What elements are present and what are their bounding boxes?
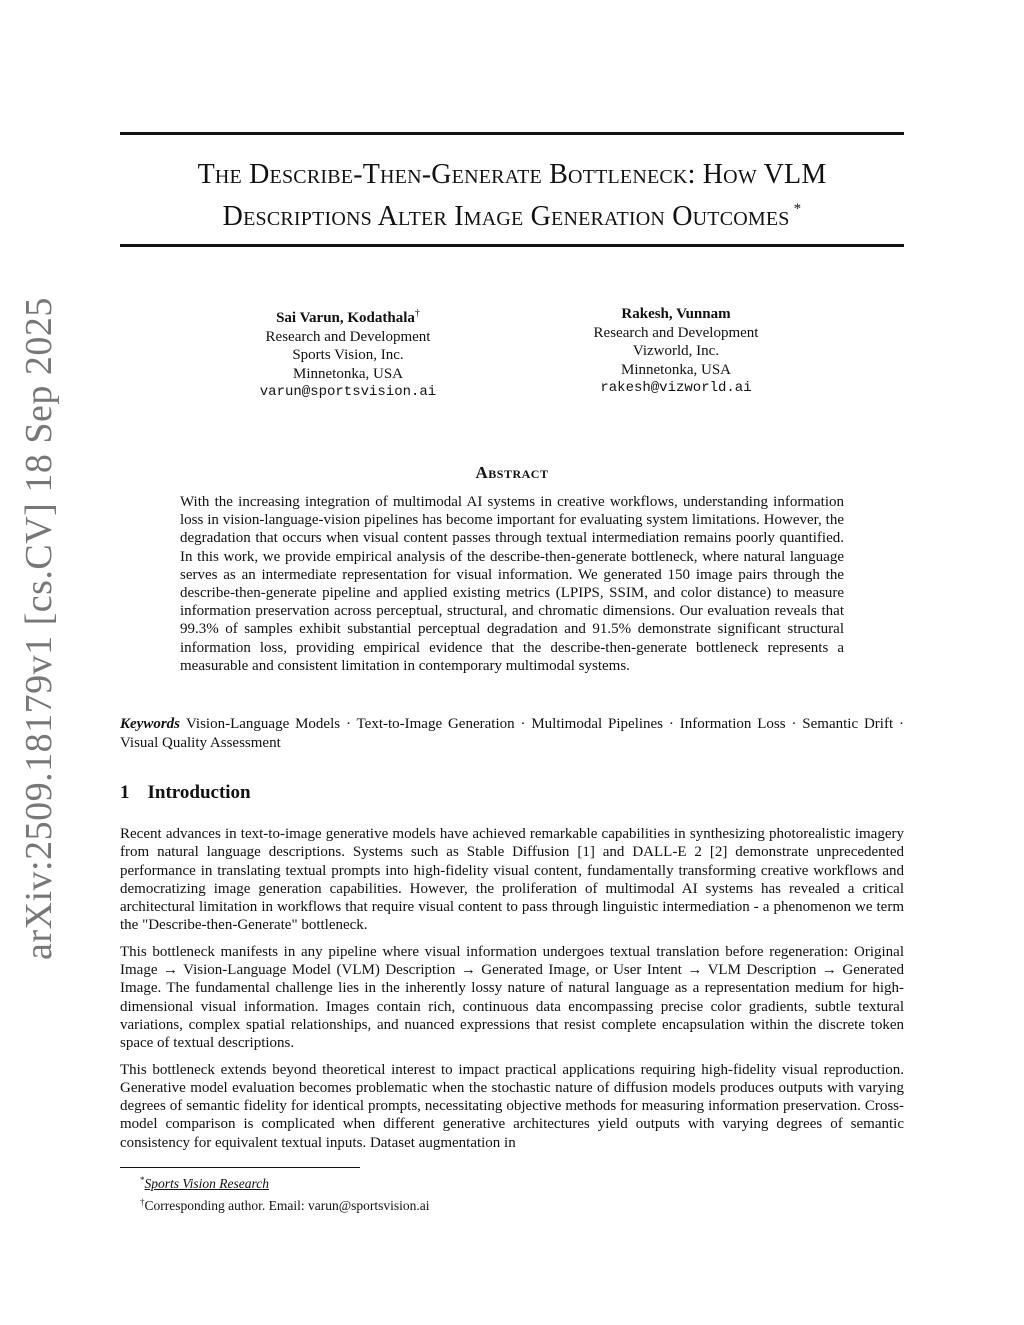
author-name-text: Sai Varun, Kodathala bbox=[276, 310, 415, 326]
author-location: Minnetonka, USA bbox=[293, 365, 403, 382]
title-bottom-rule bbox=[120, 244, 904, 247]
section-body bbox=[120, 825, 904, 1160]
section-title: Introduction bbox=[147, 782, 251, 803]
footnote-1 bbox=[140, 1171, 840, 1193]
author-organization: Sports Vision, Inc. bbox=[292, 347, 404, 363]
author-footnote-marker: † bbox=[414, 308, 420, 319]
footnote-marker: † bbox=[140, 1197, 145, 1207]
footnote-2 bbox=[140, 1193, 840, 1215]
paragraph: Recent advances in text-to-image generative models have achieved remarkable capabilities in synthesizing photorealistic imagery from natural language descriptions. Systems such as Stable Diffusion [1] and DALL-E 2 [2] demonstrate unprecedented performance in translating textual prompts into high-fidelity visual content, fundamentally transforming creative workflows and democratizing image generation capabilities. However, the proliferation of multimodal AI systems has revealed a critical architectural limitation in workflows that require visual content to pass through linguistic intermediation - a phenomenon we term the "Describe-then-Generate" bottleneck. bbox=[120, 826, 904, 934]
keywords bbox=[120, 715, 904, 753]
paper-title bbox=[120, 158, 904, 234]
section-heading bbox=[120, 782, 251, 804]
footnote-text: Corresponding author. Email: varun@sportsvision.ai bbox=[144, 1198, 430, 1213]
abstract-text: With the increasing integration of multimodal AI systems in creative workflows, understanding information loss in vision-language-vision pipelines has become important for evaluating system limitations. However, the degradation that occurs when visual content passes through textual intermediation remains poorly quantified. In this work, we provide empirical analysis of the describe-then-generate bottleneck, where natural language serves as an intermediate representation for visual information. We generated 150 image pairs through the describe-then-generate pipeline and applied existing metrics (LPIPS, SSIM, and color distance) to measure information preservation across perceptual, structural, and chromatic dimensions. Our evaluation reveals that 99.3% of samples exhibit substantial perceptual degradation and 91.5% demonstrate significant structural information loss, providing empirical evidence that the describe-then-generate bottleneck represents a measurable and consistent limitation in contemporary multimodal systems. bbox=[180, 494, 844, 674]
keywords-text: Vision-Language Models · Text-to-Image Generation · Multimodal Pipelines · Information Loss · Semantic Drift · Visual Quality Assessment bbox=[120, 716, 904, 751]
title-line-1: The Describe-Then-Generate Bottleneck: How VLM bbox=[197, 159, 827, 190]
author-name bbox=[526, 305, 826, 324]
author-department: Research and Development bbox=[593, 324, 759, 341]
paragraph: This bottleneck extends beyond theoretical interest to impact practical applications requiring high-fidelity visual reproduction. Generative model evaluation becomes problematic when the stochastic nature of diffusion models produces outputs with varying degrees of semantic fidelity for identical prompts, necessitating objective methods for measuring information preservation. Cross-model comparison is complicated when different generative architectures yield outputs with varying degrees of semantic consistency for equivalent textual inputs. Dataset augmentation in bbox=[120, 1061, 904, 1151]
title-footnote-marker: * bbox=[793, 201, 802, 217]
author-email: varun@sportsvision.ai bbox=[259, 384, 437, 400]
footnote-rule bbox=[120, 1167, 360, 1168]
author-organization: Vizworld, Inc. bbox=[632, 343, 720, 359]
title-line-2 bbox=[120, 192, 904, 234]
footnote-marker: * bbox=[140, 1175, 145, 1185]
arxiv-identifier: arXiv:2509.18179v1 [cs.CV] 18 Sep 2025 bbox=[18, 297, 60, 960]
abstract-heading: Abstract bbox=[475, 463, 549, 482]
author-block-2 bbox=[526, 305, 826, 398]
author-block-1 bbox=[198, 305, 498, 402]
keywords-label: Keywords bbox=[120, 716, 180, 732]
author-name-text: Rakesh, Vunnam bbox=[621, 306, 731, 322]
paragraph: This bottleneck manifests in any pipeline where visual information undergoes textual translation before regeneration: Original Image → Vision-Language Model (VLM) Description → Generated Image, or User Intent → VLM Description → Generated Image. The fundamental challenge lies in the inherently lossy nature of natural language as a representation medium for high-dimensional visual information. Images contain rich, continuous data encompassing precise color gradients, subtle textural variations, complex spatial relationships, and nuanced expressions that resist complete encapsulation within the discrete token space of textual descriptions. bbox=[120, 943, 904, 1052]
author-location: Minnetonka, USA bbox=[621, 361, 731, 378]
title-line-2-text: Descriptions Alter Image Generation Outcomes bbox=[222, 201, 790, 232]
title-top-rule bbox=[120, 132, 904, 135]
author-department: Research and Development bbox=[265, 328, 431, 345]
section-number: 1 bbox=[120, 782, 130, 803]
author-email: rakesh@vizworld.ai bbox=[600, 380, 752, 396]
footnote-text: Sports Vision Research bbox=[144, 1176, 269, 1191]
author-name bbox=[198, 305, 498, 328]
footnotes bbox=[140, 1171, 840, 1215]
